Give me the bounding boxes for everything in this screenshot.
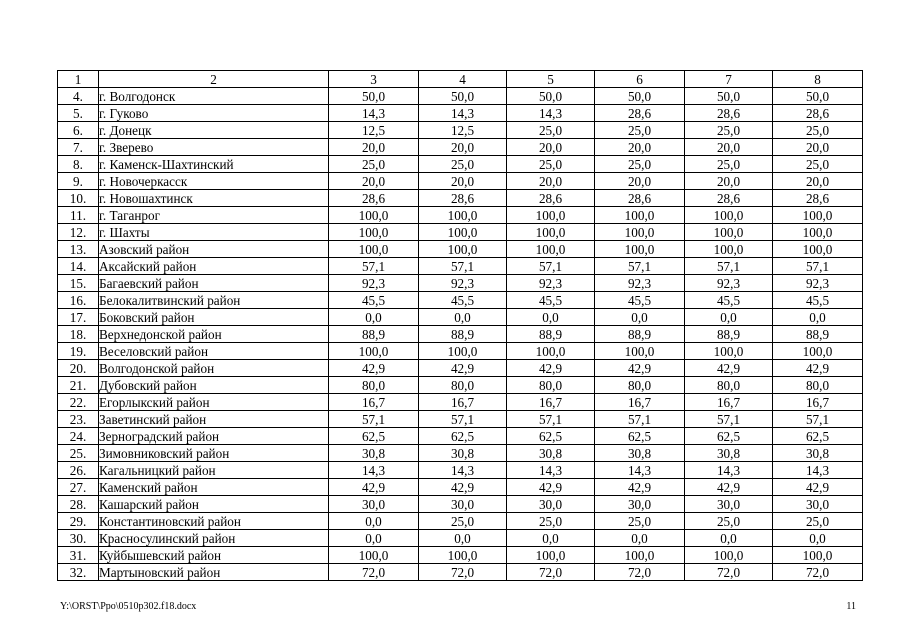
value-cell: 42,9 xyxy=(773,360,863,377)
row-number-cell: 31. xyxy=(58,547,99,564)
value-cell: 42,9 xyxy=(685,360,773,377)
value-cell: 57,1 xyxy=(329,258,419,275)
value-cell: 25,0 xyxy=(419,156,507,173)
table-row xyxy=(58,445,863,462)
value-cell: 28,6 xyxy=(419,190,507,207)
row-number-cell: 13. xyxy=(58,241,99,258)
value-cell: 20,0 xyxy=(329,139,419,156)
value-cell: 80,0 xyxy=(507,377,595,394)
territory-name-cell: Егорлыкский район xyxy=(99,394,329,411)
value-cell: 92,3 xyxy=(773,275,863,292)
row-number-cell: 7. xyxy=(58,139,99,156)
territory-name-cell: Кагальницкий район xyxy=(99,462,329,479)
value-cell: 25,0 xyxy=(507,513,595,530)
territory-name-cell: г. Донецк xyxy=(99,122,329,139)
value-cell: 88,9 xyxy=(507,326,595,343)
row-number-cell: 27. xyxy=(58,479,99,496)
value-cell: 42,9 xyxy=(419,479,507,496)
row-number-cell: 12. xyxy=(58,224,99,241)
value-cell: 88,9 xyxy=(595,326,685,343)
value-cell: 25,0 xyxy=(507,122,595,139)
territory-name-cell: Азовский район xyxy=(99,241,329,258)
value-cell: 45,5 xyxy=(685,292,773,309)
territory-name-cell: Красносулинский район xyxy=(99,530,329,547)
value-cell: 16,7 xyxy=(773,394,863,411)
value-cell: 16,7 xyxy=(595,394,685,411)
value-cell: 30,8 xyxy=(507,445,595,462)
table-row xyxy=(58,343,863,360)
value-cell: 25,0 xyxy=(773,513,863,530)
row-number-cell: 30. xyxy=(58,530,99,547)
territory-name-cell: г. Таганрог xyxy=(99,207,329,224)
row-number-cell: 29. xyxy=(58,513,99,530)
value-cell: 42,9 xyxy=(507,360,595,377)
value-cell: 100,0 xyxy=(685,207,773,224)
territory-name-cell: Каменский район xyxy=(99,479,329,496)
value-cell: 0,0 xyxy=(507,309,595,326)
value-cell: 100,0 xyxy=(773,207,863,224)
value-cell: 100,0 xyxy=(329,207,419,224)
table-row xyxy=(58,258,863,275)
value-cell: 100,0 xyxy=(419,343,507,360)
value-cell: 12,5 xyxy=(329,122,419,139)
value-cell: 20,0 xyxy=(595,173,685,190)
table-row xyxy=(58,275,863,292)
row-number-cell: 9. xyxy=(58,173,99,190)
column-header: 5 xyxy=(507,71,595,88)
table-row xyxy=(58,479,863,496)
value-cell: 100,0 xyxy=(419,207,507,224)
table-body xyxy=(58,71,863,581)
row-number-cell: 24. xyxy=(58,428,99,445)
value-cell: 20,0 xyxy=(507,139,595,156)
territory-name-cell: Дубовский район xyxy=(99,377,329,394)
row-number-cell: 16. xyxy=(58,292,99,309)
value-cell: 88,9 xyxy=(685,326,773,343)
row-number-cell: 26. xyxy=(58,462,99,479)
value-cell: 92,3 xyxy=(419,275,507,292)
row-number-cell: 28. xyxy=(58,496,99,513)
value-cell: 62,5 xyxy=(773,428,863,445)
territory-name-cell: г. Каменск-Шахтинский xyxy=(99,156,329,173)
value-cell: 30,8 xyxy=(419,445,507,462)
value-cell: 30,0 xyxy=(507,496,595,513)
value-cell: 100,0 xyxy=(773,343,863,360)
territory-name-cell: Боковский район xyxy=(99,309,329,326)
value-cell: 0,0 xyxy=(685,530,773,547)
value-cell: 50,0 xyxy=(685,88,773,105)
value-cell: 20,0 xyxy=(595,139,685,156)
territory-name-cell: г. Новошахтинск xyxy=(99,190,329,207)
value-cell: 100,0 xyxy=(685,241,773,258)
value-cell: 0,0 xyxy=(329,513,419,530)
value-cell: 28,6 xyxy=(595,105,685,122)
value-cell: 100,0 xyxy=(419,224,507,241)
value-cell: 25,0 xyxy=(507,156,595,173)
value-cell: 100,0 xyxy=(685,224,773,241)
value-cell: 14,3 xyxy=(419,105,507,122)
table-row xyxy=(58,360,863,377)
column-header: 3 xyxy=(329,71,419,88)
territory-name-cell: г. Гуково xyxy=(99,105,329,122)
value-cell: 57,1 xyxy=(595,258,685,275)
value-cell: 14,3 xyxy=(773,462,863,479)
value-cell: 80,0 xyxy=(685,377,773,394)
value-cell: 30,0 xyxy=(419,496,507,513)
value-cell: 28,6 xyxy=(685,105,773,122)
value-cell: 0,0 xyxy=(419,530,507,547)
value-cell: 30,0 xyxy=(773,496,863,513)
value-cell: 42,9 xyxy=(685,479,773,496)
value-cell: 0,0 xyxy=(507,530,595,547)
value-cell: 92,3 xyxy=(507,275,595,292)
value-cell: 100,0 xyxy=(773,241,863,258)
table-row xyxy=(58,105,863,122)
row-number-cell: 17. xyxy=(58,309,99,326)
row-number-cell: 22. xyxy=(58,394,99,411)
row-number-cell: 10. xyxy=(58,190,99,207)
value-cell: 42,9 xyxy=(419,360,507,377)
row-number-cell: 15. xyxy=(58,275,99,292)
value-cell: 100,0 xyxy=(507,241,595,258)
value-cell: 80,0 xyxy=(419,377,507,394)
table-row xyxy=(58,564,863,581)
row-number-cell: 21. xyxy=(58,377,99,394)
value-cell: 57,1 xyxy=(507,258,595,275)
value-cell: 16,7 xyxy=(419,394,507,411)
footer-file-path: Y:\ORST\Ppo\0510p302.f18.docx xyxy=(60,601,197,612)
value-cell: 72,0 xyxy=(419,564,507,581)
column-header: 7 xyxy=(685,71,773,88)
value-cell: 14,3 xyxy=(419,462,507,479)
value-cell: 57,1 xyxy=(507,411,595,428)
table-row xyxy=(58,411,863,428)
value-cell: 42,9 xyxy=(773,479,863,496)
value-cell: 42,9 xyxy=(329,360,419,377)
value-cell: 50,0 xyxy=(507,88,595,105)
table-row xyxy=(58,241,863,258)
value-cell: 28,6 xyxy=(595,190,685,207)
value-cell: 14,3 xyxy=(507,462,595,479)
value-cell: 100,0 xyxy=(595,547,685,564)
row-number-cell: 18. xyxy=(58,326,99,343)
value-cell: 25,0 xyxy=(595,513,685,530)
value-cell: 88,9 xyxy=(419,326,507,343)
value-cell: 72,0 xyxy=(773,564,863,581)
value-cell: 100,0 xyxy=(685,343,773,360)
value-cell: 30,0 xyxy=(329,496,419,513)
territory-name-cell: Кашарский район xyxy=(99,496,329,513)
value-cell: 12,5 xyxy=(419,122,507,139)
value-cell: 100,0 xyxy=(329,241,419,258)
value-cell: 92,3 xyxy=(685,275,773,292)
table-row xyxy=(58,139,863,156)
value-cell: 28,6 xyxy=(773,105,863,122)
value-cell: 62,5 xyxy=(595,428,685,445)
row-number-cell: 4. xyxy=(58,88,99,105)
table-row xyxy=(58,173,863,190)
value-cell: 80,0 xyxy=(329,377,419,394)
value-cell: 20,0 xyxy=(685,173,773,190)
column-header: 1 xyxy=(58,71,99,88)
value-cell: 30,0 xyxy=(595,496,685,513)
value-cell: 57,1 xyxy=(419,411,507,428)
territory-name-cell: Аксайский район xyxy=(99,258,329,275)
territory-name-cell: Зерноградский район xyxy=(99,428,329,445)
value-cell: 0,0 xyxy=(595,530,685,547)
value-cell: 20,0 xyxy=(329,173,419,190)
value-cell: 72,0 xyxy=(507,564,595,581)
value-cell: 100,0 xyxy=(329,343,419,360)
value-cell: 57,1 xyxy=(773,411,863,428)
column-header: 4 xyxy=(419,71,507,88)
table-row xyxy=(58,309,863,326)
value-cell: 42,9 xyxy=(507,479,595,496)
table-row xyxy=(58,530,863,547)
value-cell: 100,0 xyxy=(507,547,595,564)
value-cell: 100,0 xyxy=(595,343,685,360)
value-cell: 88,9 xyxy=(329,326,419,343)
value-cell: 100,0 xyxy=(595,207,685,224)
territory-name-cell: г. Новочеркасск xyxy=(99,173,329,190)
value-cell: 100,0 xyxy=(507,224,595,241)
value-cell: 20,0 xyxy=(419,139,507,156)
value-cell: 62,5 xyxy=(507,428,595,445)
territory-name-cell: Белокалитвинский район xyxy=(99,292,329,309)
value-cell: 0,0 xyxy=(773,530,863,547)
value-cell: 14,3 xyxy=(685,462,773,479)
row-number-cell: 25. xyxy=(58,445,99,462)
territory-name-cell: Волгодонской район xyxy=(99,360,329,377)
value-cell: 100,0 xyxy=(595,241,685,258)
territory-name-cell: Верхнедонской район xyxy=(99,326,329,343)
column-header: 6 xyxy=(595,71,685,88)
table-row xyxy=(58,122,863,139)
table-row xyxy=(58,326,863,343)
value-cell: 28,6 xyxy=(773,190,863,207)
table-header-row xyxy=(58,71,863,88)
value-cell: 57,1 xyxy=(595,411,685,428)
value-cell: 45,5 xyxy=(595,292,685,309)
row-number-cell: 23. xyxy=(58,411,99,428)
value-cell: 45,5 xyxy=(773,292,863,309)
value-cell: 57,1 xyxy=(773,258,863,275)
territory-name-cell: г. Волгодонск xyxy=(99,88,329,105)
table-row xyxy=(58,207,863,224)
value-cell: 28,6 xyxy=(507,190,595,207)
territory-name-cell: Зимовниковский район xyxy=(99,445,329,462)
value-cell: 14,3 xyxy=(329,462,419,479)
value-cell: 16,7 xyxy=(507,394,595,411)
table-row xyxy=(58,547,863,564)
data-table xyxy=(57,70,863,581)
row-number-cell: 32. xyxy=(58,564,99,581)
value-cell: 25,0 xyxy=(419,513,507,530)
value-cell: 16,7 xyxy=(329,394,419,411)
value-cell: 88,9 xyxy=(773,326,863,343)
table-row xyxy=(58,190,863,207)
value-cell: 72,0 xyxy=(685,564,773,581)
row-number-cell: 20. xyxy=(58,360,99,377)
value-cell: 0,0 xyxy=(773,309,863,326)
territory-name-cell: г. Шахты xyxy=(99,224,329,241)
value-cell: 100,0 xyxy=(329,224,419,241)
value-cell: 57,1 xyxy=(685,258,773,275)
value-cell: 14,3 xyxy=(507,105,595,122)
value-cell: 100,0 xyxy=(773,224,863,241)
value-cell: 25,0 xyxy=(329,156,419,173)
value-cell: 25,0 xyxy=(685,513,773,530)
value-cell: 30,0 xyxy=(685,496,773,513)
value-cell: 45,5 xyxy=(419,292,507,309)
value-cell: 0,0 xyxy=(419,309,507,326)
row-number-cell: 11. xyxy=(58,207,99,224)
value-cell: 100,0 xyxy=(419,241,507,258)
value-cell: 30,8 xyxy=(329,445,419,462)
value-cell: 28,6 xyxy=(329,190,419,207)
value-cell: 50,0 xyxy=(773,88,863,105)
value-cell: 100,0 xyxy=(773,547,863,564)
column-header: 8 xyxy=(773,71,863,88)
value-cell: 62,5 xyxy=(685,428,773,445)
value-cell: 92,3 xyxy=(595,275,685,292)
value-cell: 30,8 xyxy=(685,445,773,462)
value-cell: 42,9 xyxy=(329,479,419,496)
value-cell: 14,3 xyxy=(595,462,685,479)
territory-name-cell: г. Зверево xyxy=(99,139,329,156)
value-cell: 0,0 xyxy=(329,530,419,547)
value-cell: 42,9 xyxy=(595,360,685,377)
value-cell: 72,0 xyxy=(329,564,419,581)
territory-name-cell: Мартыновский район xyxy=(99,564,329,581)
value-cell: 80,0 xyxy=(595,377,685,394)
territory-name-cell: Веселовский район xyxy=(99,343,329,360)
table-row xyxy=(58,88,863,105)
value-cell: 0,0 xyxy=(685,309,773,326)
table-row xyxy=(58,156,863,173)
value-cell: 100,0 xyxy=(685,547,773,564)
value-cell: 30,8 xyxy=(595,445,685,462)
page-number: 11 xyxy=(846,601,856,612)
value-cell: 50,0 xyxy=(419,88,507,105)
value-cell: 80,0 xyxy=(773,377,863,394)
value-cell: 16,7 xyxy=(685,394,773,411)
table-row xyxy=(58,394,863,411)
value-cell: 100,0 xyxy=(507,207,595,224)
value-cell: 25,0 xyxy=(685,122,773,139)
territory-name-cell: Заветинский район xyxy=(99,411,329,428)
value-cell: 28,6 xyxy=(685,190,773,207)
table-row xyxy=(58,496,863,513)
value-cell: 0,0 xyxy=(595,309,685,326)
value-cell: 62,5 xyxy=(419,428,507,445)
territory-name-cell: Багаевский район xyxy=(99,275,329,292)
value-cell: 45,5 xyxy=(329,292,419,309)
value-cell: 14,3 xyxy=(329,105,419,122)
value-cell: 57,1 xyxy=(685,411,773,428)
value-cell: 20,0 xyxy=(685,139,773,156)
territory-name-cell: Куйбышевский район xyxy=(99,547,329,564)
value-cell: 20,0 xyxy=(419,173,507,190)
value-cell: 20,0 xyxy=(773,139,863,156)
table-row xyxy=(58,513,863,530)
value-cell: 50,0 xyxy=(329,88,419,105)
value-cell: 0,0 xyxy=(329,309,419,326)
row-number-cell: 6. xyxy=(58,122,99,139)
value-cell: 100,0 xyxy=(507,343,595,360)
value-cell: 72,0 xyxy=(595,564,685,581)
value-cell: 25,0 xyxy=(595,122,685,139)
table-row xyxy=(58,428,863,445)
value-cell: 25,0 xyxy=(685,156,773,173)
value-cell: 25,0 xyxy=(773,156,863,173)
value-cell: 20,0 xyxy=(507,173,595,190)
value-cell: 100,0 xyxy=(419,547,507,564)
row-number-cell: 14. xyxy=(58,258,99,275)
table-row xyxy=(58,224,863,241)
table-row xyxy=(58,377,863,394)
column-header: 2 xyxy=(99,71,329,88)
value-cell: 100,0 xyxy=(329,547,419,564)
value-cell: 25,0 xyxy=(773,122,863,139)
value-cell: 57,1 xyxy=(419,258,507,275)
value-cell: 20,0 xyxy=(773,173,863,190)
table-row xyxy=(58,292,863,309)
row-number-cell: 5. xyxy=(58,105,99,122)
value-cell: 30,8 xyxy=(773,445,863,462)
territory-name-cell: Константиновский район xyxy=(99,513,329,530)
value-cell: 42,9 xyxy=(595,479,685,496)
value-cell: 92,3 xyxy=(329,275,419,292)
table-row xyxy=(58,462,863,479)
value-cell: 62,5 xyxy=(329,428,419,445)
row-number-cell: 19. xyxy=(58,343,99,360)
value-cell: 45,5 xyxy=(507,292,595,309)
value-cell: 50,0 xyxy=(595,88,685,105)
row-number-cell: 8. xyxy=(58,156,99,173)
value-cell: 57,1 xyxy=(329,411,419,428)
value-cell: 100,0 xyxy=(595,224,685,241)
value-cell: 25,0 xyxy=(595,156,685,173)
